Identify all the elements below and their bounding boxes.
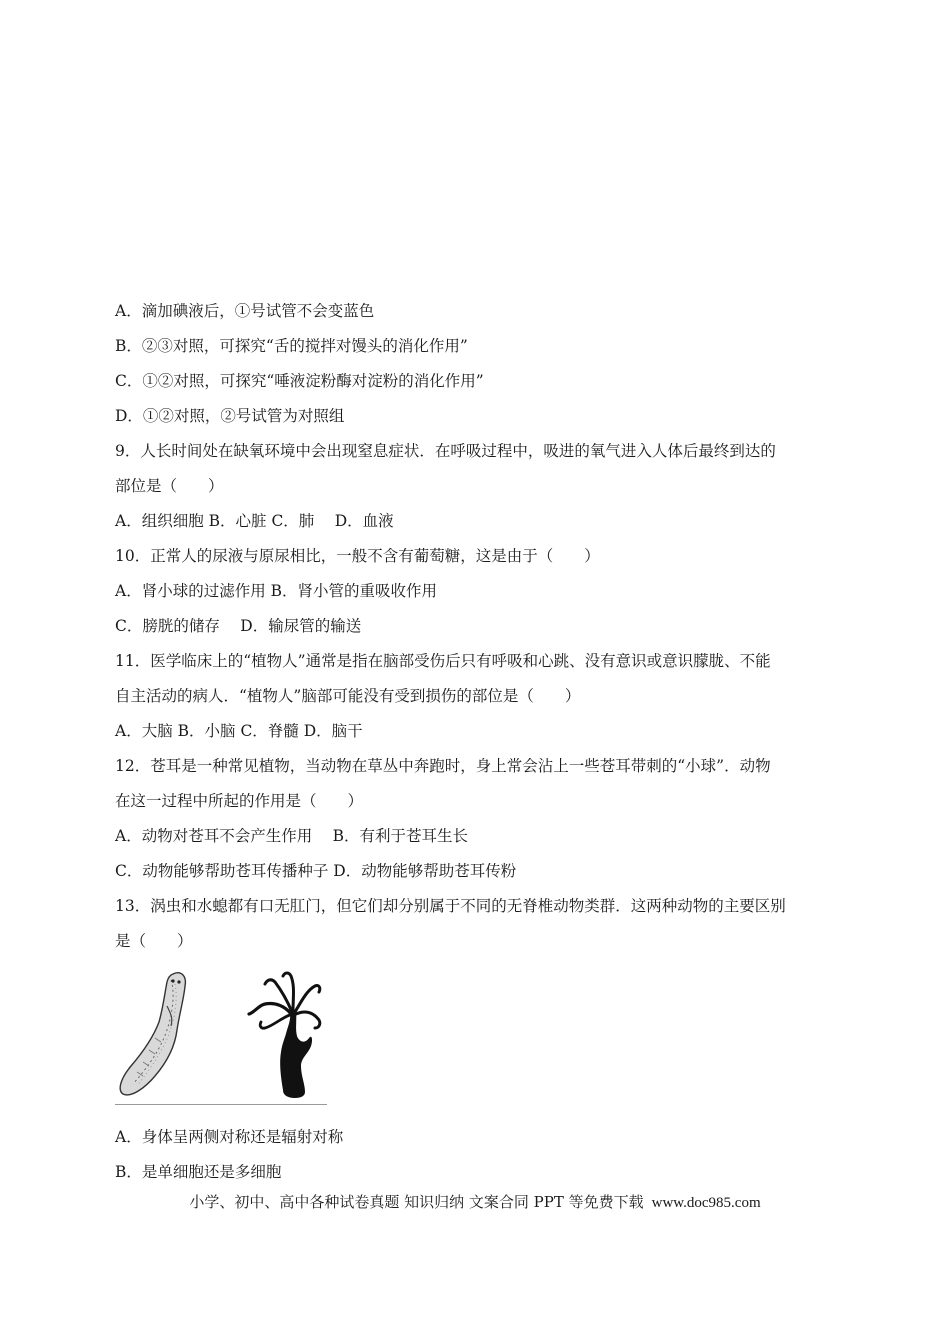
figure-illustration	[115, 968, 327, 1105]
q13-stem-line1: 13．涡虫和水螅都有口无肛门，但它们却分别属于不同的无脊椎动物类群．这两种动物的主要区别	[115, 897, 786, 915]
hydra-drawing	[249, 973, 320, 1098]
q13-option-b: B．是单细胞还是多细胞	[115, 1163, 282, 1181]
q9-options: A．组织细胞 B．心脏 C．肺 D．血液	[115, 512, 394, 530]
planaria-hydra-figure	[115, 968, 327, 1105]
q9-stem-line2: 部位是（ ）	[115, 477, 224, 495]
q12-stem-line1: 12．苍耳是一种常见植物，当动物在草丛中奔跑时，身上常会沾上一些苍耳带刺的“小球”．动物	[115, 757, 771, 775]
q13-stem-line2: 是（ ）	[115, 932, 193, 950]
q9-stem-line1: 9．人长时间处在缺氧环境中会出现窒息症状．在呼吸过程中，吸进的氧气进入人体后最终到达的	[115, 442, 776, 460]
q12-options-cd: C．动物能够帮助苍耳传播种子 D．动物能够帮助苍耳传粉	[115, 862, 517, 880]
q10-options-cd: C．膀胱的储存 D．输尿管的输送	[115, 617, 362, 635]
q8-option-b: B．②③对照，可探究“舌的搅拌对馒头的消化作用”	[115, 337, 468, 355]
footer-text: 小学、初中、高中各种试卷真题 知识归纳 文案合同 PPT 等免费下载	[189, 1193, 644, 1211]
q10-options-ab: A．肾小球的过滤作用 B．肾小管的重吸收作用	[115, 582, 438, 600]
q12-stem-line2: 在这一过程中所起的作用是（ ）	[115, 792, 364, 810]
q12-options-ab: A．动物对苍耳不会产生作用 B．有利于苍耳生长	[115, 827, 469, 845]
q8-option-d: D．①②对照，②号试管为对照组	[115, 407, 345, 425]
q10-stem: 10．正常人的尿液与原尿相比，一般不含有葡萄糖，这是由于（ ）	[115, 547, 600, 565]
q8-option-c: C．①②对照，可探究“唾液淀粉酶对淀粉的消化作用”	[115, 372, 484, 390]
q11-stem-line2: 自主活动的病人．“植物人”脑部可能没有受到损伤的部位是（ ）	[115, 687, 581, 705]
planaria-drawing	[120, 973, 185, 1095]
figure-divider	[115, 1104, 327, 1105]
q11-options: A．大脑 B．小脑 C．脊髓 D．脑干	[115, 722, 363, 740]
q13-option-a: A．身体呈两侧对称还是辐射对称	[115, 1128, 344, 1146]
q8-option-a: A．滴加碘液后，①号试管不会变蓝色	[115, 302, 375, 320]
page-footer	[0, 1192, 950, 1213]
q11-stem-line1: 11．医学临床上的“植物人”通常是指在脑部受伤后只有呼吸和心跳、没有意识或意识朦胧、不能	[115, 652, 771, 670]
footer-url[interactable]: www.doc985.com	[651, 1195, 761, 1211]
